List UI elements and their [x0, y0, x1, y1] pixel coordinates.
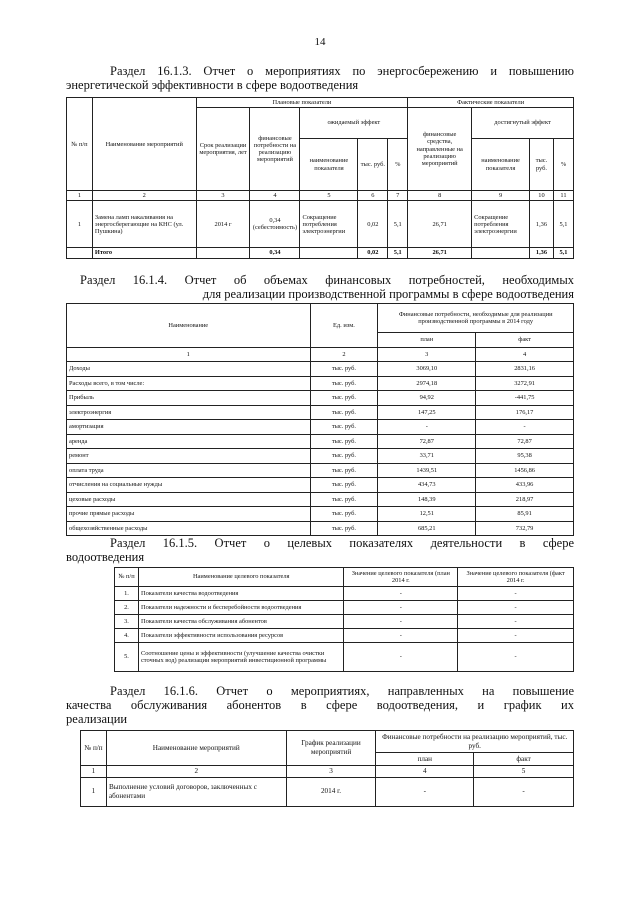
- cell-fact: -: [458, 643, 574, 672]
- header-pct-actual: %: [553, 138, 573, 190]
- cell-plan: -: [344, 587, 458, 601]
- cell-fact: -: [476, 420, 574, 435]
- cell-name: Показатели эффективности использования ресурсов: [138, 629, 344, 643]
- col-number: 1: [67, 191, 93, 201]
- cell-unit: тыс. руб.: [310, 492, 378, 507]
- col-number: 11: [553, 191, 573, 201]
- financial-needs-table: [66, 303, 574, 536]
- header-pct: %: [388, 138, 408, 190]
- col-number: 2: [92, 191, 196, 201]
- table-row: [67, 463, 574, 478]
- col-number: 3: [378, 347, 476, 362]
- total-fin-actual: 26,71: [408, 248, 472, 258]
- target-indicators-table: [114, 567, 574, 672]
- cell-indicator: Сокращение потребления электроэнергии: [300, 201, 358, 248]
- section-16-1-5-title: [66, 536, 574, 564]
- section-title-line: Раздел 16.1.5. Отчет о целевых показателях деятельности в сфере: [110, 536, 574, 550]
- header-fact: Значение целевого показателя (факт 2014 г.: [458, 568, 574, 587]
- cell-fact: -: [458, 587, 574, 601]
- header-expected: ожидаемый эффект: [300, 108, 408, 139]
- table-row: [67, 449, 574, 464]
- section-16-1-4-title: [66, 273, 574, 301]
- col-number: 3: [196, 191, 250, 201]
- header-planned: Плановые показатели: [196, 98, 408, 108]
- table-row: [115, 629, 574, 643]
- cell-unit: тыс. руб.: [310, 362, 378, 377]
- cell-name: ремонт: [67, 449, 311, 464]
- cell-name: Замена ламп накаливания на энергосберегающие на КНС (ул. Пушкина): [92, 201, 196, 248]
- section-title-line: для реализации производственной программы в сфере водоотведения: [202, 287, 574, 301]
- table-row: [67, 521, 574, 536]
- cell-name: оплата труда: [67, 463, 311, 478]
- section-16-1-6-title: [66, 684, 574, 726]
- col-number: 4: [476, 347, 574, 362]
- cell-fact: -441,75: [476, 391, 574, 406]
- cell-plan: 434,73: [378, 478, 476, 493]
- cell-unit: тыс. руб.: [310, 405, 378, 420]
- cell-plan: 3069,10: [378, 362, 476, 377]
- cell-name: цеховые расходы: [67, 492, 311, 507]
- col-number: 1: [67, 347, 311, 362]
- header-name: Наименование мероприятий: [92, 98, 196, 191]
- cell-name: Показатели качества водоотведения: [138, 587, 344, 601]
- cell-num: 5.: [115, 643, 139, 672]
- header-thous: тыс. руб.: [358, 138, 388, 190]
- table-row: [67, 391, 574, 406]
- cell-plan: -: [378, 420, 476, 435]
- header-term: Срок реализации мероприятия, лет: [196, 108, 250, 191]
- cell-fact: -: [458, 615, 574, 629]
- cell-fact: 1456,86: [476, 463, 574, 478]
- table-row: [67, 420, 574, 435]
- col-number: 2: [310, 347, 378, 362]
- table-row: [67, 405, 574, 420]
- cell-fact: 72,87: [476, 434, 574, 449]
- cell-fact: 2831,16: [476, 362, 574, 377]
- col-number: 4: [376, 766, 474, 778]
- cell-unit: тыс. руб.: [310, 478, 378, 493]
- total-label: Итого: [92, 248, 196, 258]
- table-row: [81, 777, 574, 806]
- cell-name: Прибыль: [67, 391, 311, 406]
- cell-plan: 147,25: [378, 405, 476, 420]
- total-thous: 0,02: [358, 248, 388, 258]
- cell-plan: 2974,18: [378, 376, 476, 391]
- header-num: № п/п: [67, 98, 93, 191]
- table-row: [67, 201, 574, 248]
- section-title-line: реализации: [66, 712, 128, 726]
- cell-plan: -: [376, 777, 474, 806]
- col-number: 3: [286, 766, 376, 778]
- table-row: [115, 601, 574, 615]
- cell-plan: 94,92: [378, 391, 476, 406]
- service-quality-table: [80, 730, 574, 807]
- cell-num: 1: [81, 777, 107, 806]
- cell-unit: тыс. руб.: [310, 420, 378, 435]
- header-plan: план: [376, 753, 474, 766]
- cell-fact: 85,91: [476, 507, 574, 522]
- col-number: 6: [358, 191, 388, 201]
- header-name: Наименование мероприятий: [106, 731, 286, 766]
- header-unit: Ед. изм.: [310, 304, 378, 348]
- total-thous-actual: 1,36: [530, 248, 554, 258]
- cell-fin: 0,34 (себестоимость): [250, 201, 300, 248]
- header-num: № п/п: [115, 568, 139, 587]
- cell-plan: -: [344, 601, 458, 615]
- cell-plan: -: [344, 629, 458, 643]
- cell-indicator-actual: Сокращение потребления электроэнергии: [472, 201, 530, 248]
- section-title-line: энергетической эффективности в сфере водоотведения: [66, 78, 359, 92]
- cell-plan: 72,87: [378, 434, 476, 449]
- cell-plan: 1439,51: [378, 463, 476, 478]
- cell-unit: тыс. руб.: [310, 434, 378, 449]
- cell-name: электроэнергия: [67, 405, 311, 420]
- table-row: [67, 376, 574, 391]
- cell-num: 1.: [115, 587, 139, 601]
- header-fin: финансовые потребности на реализацию мероприятий: [250, 108, 300, 191]
- col-number: 5: [474, 766, 574, 778]
- col-number: 1: [81, 766, 107, 778]
- header-fact: факт: [474, 753, 574, 766]
- table-row: [67, 478, 574, 493]
- cell-plan: 12,51: [378, 507, 476, 522]
- cell-fin-actual: 26,71: [408, 201, 472, 248]
- cell-unit: тыс. руб.: [310, 507, 378, 522]
- cell-name: Выполнение условий договоров, заключенных с абонентами: [106, 777, 286, 806]
- header-indicator-actual: наименование показателя: [472, 138, 530, 190]
- section-title-line: Раздел 16.1.4. Отчет об объемах финансовых потребностей, необходимых: [80, 273, 574, 287]
- total-fin: 0,34: [250, 248, 300, 258]
- section-16-1-3-title: [66, 64, 574, 92]
- financial-rows: [67, 362, 574, 536]
- col-number: 9: [472, 191, 530, 201]
- table-row: [115, 587, 574, 601]
- cell-pct: 5,1: [388, 201, 408, 248]
- cell-fact: 433,96: [476, 478, 574, 493]
- cell-schedule: 2014 г.: [286, 777, 376, 806]
- table-row: [67, 492, 574, 507]
- cell-name: Показатели качества обслуживания абонентов: [138, 615, 344, 629]
- cell-unit: тыс. руб.: [310, 376, 378, 391]
- energy-saving-table: [66, 97, 574, 259]
- cell-thous: 0,02: [358, 201, 388, 248]
- header-achieved: достигнутый эффект: [472, 108, 574, 139]
- cell-fact: -: [474, 777, 574, 806]
- cell-fact: 732,79: [476, 521, 574, 536]
- page-number: 14: [314, 36, 326, 48]
- table-row: [67, 362, 574, 377]
- header-num: № п/п: [81, 731, 107, 766]
- cell-name: Расходы всего, в том числе:: [67, 376, 311, 391]
- total-pct-actual: 5,1: [553, 248, 573, 258]
- header-name: Наименование: [67, 304, 311, 348]
- header-indicator: наименование показателя: [300, 138, 358, 190]
- cell-num: 2.: [115, 601, 139, 615]
- cell-plan: -: [344, 615, 458, 629]
- cell-pct-actual: 5,1: [553, 201, 573, 248]
- header-plan: Значение целевого показателя (план 2014 г.: [344, 568, 458, 587]
- cell-fact: -: [458, 601, 574, 615]
- section-title-line: Раздел 16.1.3. Отчет о мероприятиях по энергосбережению и повышению: [110, 64, 574, 78]
- cell-num: 1: [67, 201, 93, 248]
- header-plan: план: [378, 333, 476, 348]
- cell-name: аренда: [67, 434, 311, 449]
- table-row: [115, 643, 574, 672]
- header-name: Наименование целевого показателя: [138, 568, 344, 587]
- cell-name: общехозяйственные расходы: [67, 521, 311, 536]
- header-actual: Фактические показатели: [408, 98, 574, 108]
- cell-fact: -: [458, 629, 574, 643]
- header-fin: Финансовые потребности на реализацию мероприятий, тыс. руб.: [376, 731, 574, 753]
- section-title-line: качества обслуживания абонентов в сфере водоотведения, и график их: [66, 698, 574, 712]
- header-fact: факт: [476, 333, 574, 348]
- cell-plan: 33,71: [378, 449, 476, 464]
- cell-fact: 3272,91: [476, 376, 574, 391]
- col-number: 10: [530, 191, 554, 201]
- cell-name: Показатели надежности и бесперебойности водоотведения: [138, 601, 344, 615]
- table-row: [115, 615, 574, 629]
- section-title-line: водоотведения: [66, 550, 145, 564]
- cell-fact: 176,17: [476, 405, 574, 420]
- cell-plan: -: [344, 643, 458, 672]
- cell-name: прочие прямые расходы: [67, 507, 311, 522]
- col-number: 8: [408, 191, 472, 201]
- cell-name: отчисления на социальные нужды: [67, 478, 311, 493]
- cell-unit: тыс. руб.: [310, 391, 378, 406]
- table-row: [67, 507, 574, 522]
- target-rows: [115, 587, 574, 672]
- cell-unit: тыс. руб.: [310, 449, 378, 464]
- cell-name: амортизация: [67, 420, 311, 435]
- cell-fact: 218,97: [476, 492, 574, 507]
- total-row: [67, 248, 574, 258]
- col-number: 5: [300, 191, 358, 201]
- section-title-line: Раздел 16.1.6. Отчет о мероприятиях, направленных на повышение: [110, 684, 574, 698]
- cell-fact: 95,38: [476, 449, 574, 464]
- header-schedule: График реализации мероприятий: [286, 731, 376, 766]
- col-number: 2: [106, 766, 286, 778]
- header-thous-actual: тыс. руб.: [530, 138, 554, 190]
- cell-term: 2014 г: [196, 201, 250, 248]
- col-number: 7: [388, 191, 408, 201]
- cell-name: Соотношение цены и эффективности (улучшение качества очистки сточных вод) реализации мероприятий инвестиционной программы: [138, 643, 344, 672]
- cell-name: Доходы: [67, 362, 311, 377]
- cell-plan: 685,21: [378, 521, 476, 536]
- table-row: [67, 434, 574, 449]
- header-fin-actual: финансовые средства, направленные на реализацию мероприятий: [408, 108, 472, 191]
- cell-plan: 148,39: [378, 492, 476, 507]
- total-pct: 5,1: [388, 248, 408, 258]
- cell-num: 4.: [115, 629, 139, 643]
- cell-num: 3.: [115, 615, 139, 629]
- header-fin: Финансовые потребности, необходимые для реализации производственной программы в 2014 году: [378, 304, 574, 333]
- cell-unit: тыс. руб.: [310, 521, 378, 536]
- col-number: 4: [250, 191, 300, 201]
- cell-thous-actual: 1,36: [530, 201, 554, 248]
- cell-unit: тыс. руб.: [310, 463, 378, 478]
